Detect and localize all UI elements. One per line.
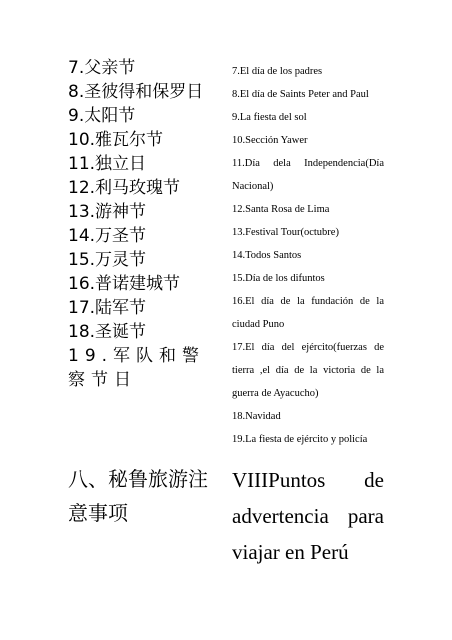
es-item-11: 11.Día dela Independencia(Día (232, 158, 384, 169)
es-item-10: 10.Sección Yawer (232, 135, 308, 146)
es-item-7: 7.El día de los padres (232, 66, 323, 77)
zh-item-11: 11.独立日 (68, 154, 147, 174)
es-item-19: 19.La fiesta de ejército y policía (232, 434, 368, 445)
es-item-17-cont-2: guerra de Ayacucho) (232, 388, 319, 399)
es-item-18: 18.Navidad (232, 411, 281, 422)
es-heading-line-2: advertencia para (232, 504, 384, 528)
zh-item-13: 13.游神节 (68, 202, 147, 222)
zh-item-10: 10.雅瓦尔节 (68, 130, 164, 150)
es-item-15: 15.Día de los difuntos (232, 273, 325, 284)
zh-item-8: 8.圣彼得和保罗日 (68, 82, 204, 102)
section-heading-spanish (232, 462, 384, 570)
spanish-holiday-list (232, 60, 384, 451)
zh-item-12: 12.利马玫瑰节 (68, 178, 181, 198)
zh-item-14: 14.万圣节 (68, 226, 147, 246)
zh-item-7: 7.父亲节 (68, 58, 136, 78)
chinese-holiday-list (68, 56, 220, 392)
zh-item-17: 17.陆军节 (68, 298, 147, 318)
zh-item-9: 9.太阳节 (68, 106, 136, 126)
es-item-16: 16.El día de la fundación de la (232, 296, 384, 307)
es-item-16-cont: ciudad Puno (232, 319, 285, 330)
zh-item-15: 15.万灵节 (68, 250, 147, 270)
es-item-12: 12.Santa Rosa de Lima (232, 204, 330, 215)
es-item-11-cont: Nacional) (232, 181, 274, 192)
zh-item-19: 19.军队和警察节日 (68, 346, 206, 390)
es-item-13: 13.Festival Tour(octubre) (232, 227, 339, 238)
es-item-17: 17.El día del ejército(fuerzas de (232, 342, 384, 353)
es-heading-line-1: VIIIPuntos de (232, 468, 384, 492)
section-heading-chinese: 八、秘鲁旅游注意事项 (68, 467, 208, 525)
es-item-17-cont: tierra ,el día de la victoria de la (232, 365, 384, 376)
zh-item-16: 16.普诺建城节 (68, 274, 181, 294)
es-item-8: 8.El día de Saints Peter and Paul (232, 89, 369, 100)
zh-item-18: 18.圣诞节 (68, 322, 147, 342)
es-item-14: 14.Todos Santos (232, 250, 302, 261)
es-item-9: 9.La fiesta del sol (232, 112, 307, 123)
es-heading-line-3: viajar en Perú (232, 540, 349, 564)
